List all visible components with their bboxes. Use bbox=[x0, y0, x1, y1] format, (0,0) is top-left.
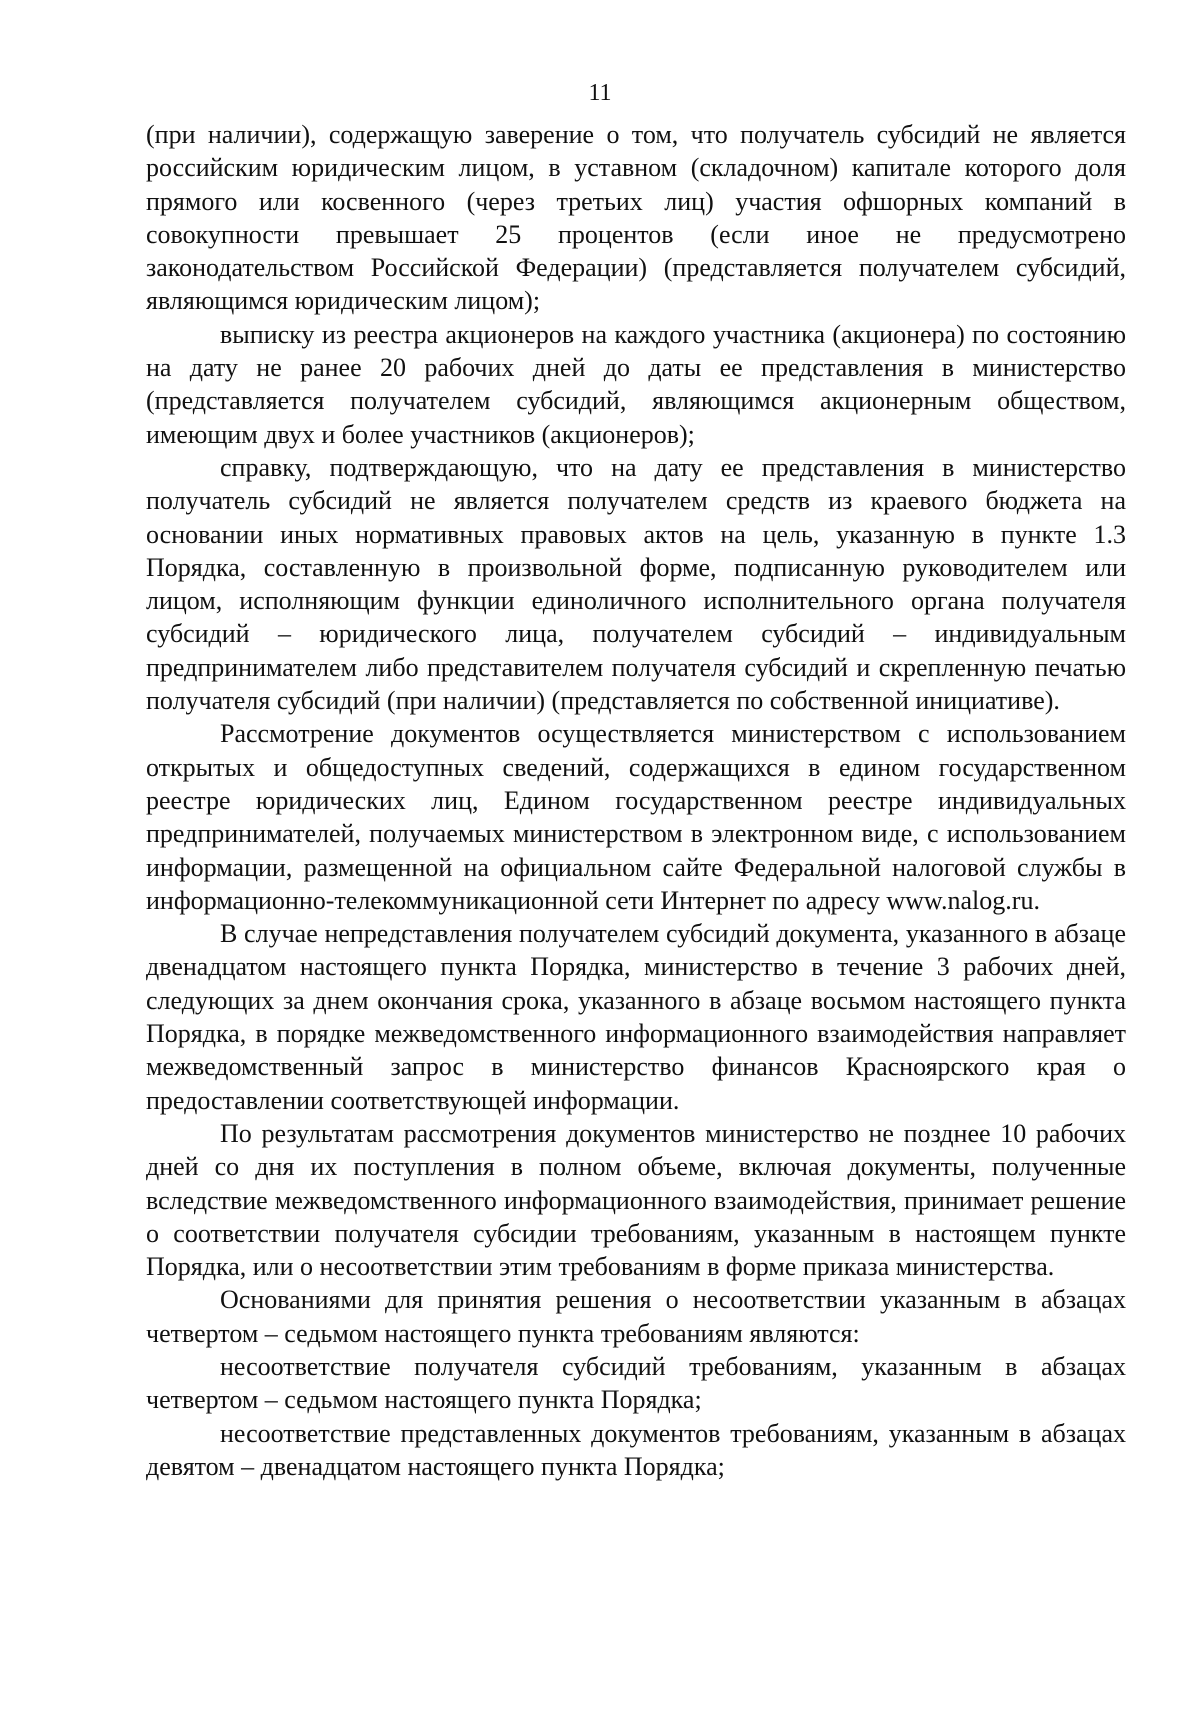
paragraph: несоответствие представленных документов требованиям, указанным в абзацах девятом – двенадцатом настоящего пункта Порядка; bbox=[146, 1418, 1126, 1481]
paragraph: выписку из реестра акционеров на каждого участника (акционера) по состоянию на дату не ранее 20 рабочих дней до даты ее представления в министерство (представляется получателем субсидий, являющимся акционерным обществом, имеющим двух и более участников (акционеров); bbox=[146, 319, 1126, 449]
paragraph: Рассмотрение документов осуществляется министерством с использованием открытых и общедоступных сведений, содержащихся в едином государственном реестре юридических лиц, Едином государственном реестре индивидуальных предпринимателей, получаемых министерством в электронном виде, с использованием информации, размещенной на официальном сайте Федеральной налоговой службы в информационно-телекоммуникационной сети Интернет по адресу www.nalog.ru. bbox=[146, 719, 1126, 915]
paragraph: Основаниями для принятия решения о несоответствии указанным в абзацах четвертом – седьмом настоящего пункта требованиям являются: bbox=[146, 1285, 1126, 1348]
paragraph: В случае непредставления получателем субсидий документа, указанного в абзаце двенадцатом настоящего пункта Порядка, министерство в течение 3 рабочих дней, следующих за днем окончания срока, указанного в абзаце восьмом настоящего пункта Порядка, в порядке межведомственного информационного взаимодействия направляет межведомственный запрос в министерство финансов Красноярского края о предоставлении соответствующей информации. bbox=[146, 919, 1126, 1115]
paragraph: справку, подтверждающую, что на дату ее представления в министерство получатель субсидий не является получателем средств из краевого бюджета на основании иных нормативных правовых актов на цель, указанную в пункте 1.3 Порядка, составленную в произвольной форме, подписанную руководителем или лицом, исполняющим функции единоличного исполнительного органа получателя субсидий – юридического лица, получателем субсидий – индивидуальным предпринимателем либо представителем получателя субсидий и скрепленную печатью получателя субсидий (при наличии) (представляется по собственной инициативе). bbox=[146, 452, 1126, 716]
page-number: 11 bbox=[588, 80, 612, 106]
paragraph: По результатам рассмотрения документов министерство не позднее 10 рабочих дней со дня их поступления в полном объеме, включая документы, полученные вследствие межведомственного информационного взаимодействия, принимает решение о соответствии получателя субсидии требованиям, указанным в настоящем пункте Порядка, или о несоответствии этим требованиям в форме приказа министерства. bbox=[146, 1118, 1126, 1282]
paragraph: (при наличии), содержащую заверение о том, что получатель субсидий не является российским юридическим лицом, в уставном (складочном) капитале которого доля прямого или косвенного (через третьих лиц) участия офшорных компаний в совокупности превышает 25 процентов (если иное не предусмотрено законодательством Российской Федерации) (представляется получателем субсидий, являющимся юридическим лицом); bbox=[146, 120, 1126, 316]
paragraph: несоответствие получателя субсидий требованиям, указанным в абзацах четвертом – седьмом настоящего пункта Порядка; bbox=[146, 1351, 1126, 1415]
document-body bbox=[146, 118, 1126, 1483]
